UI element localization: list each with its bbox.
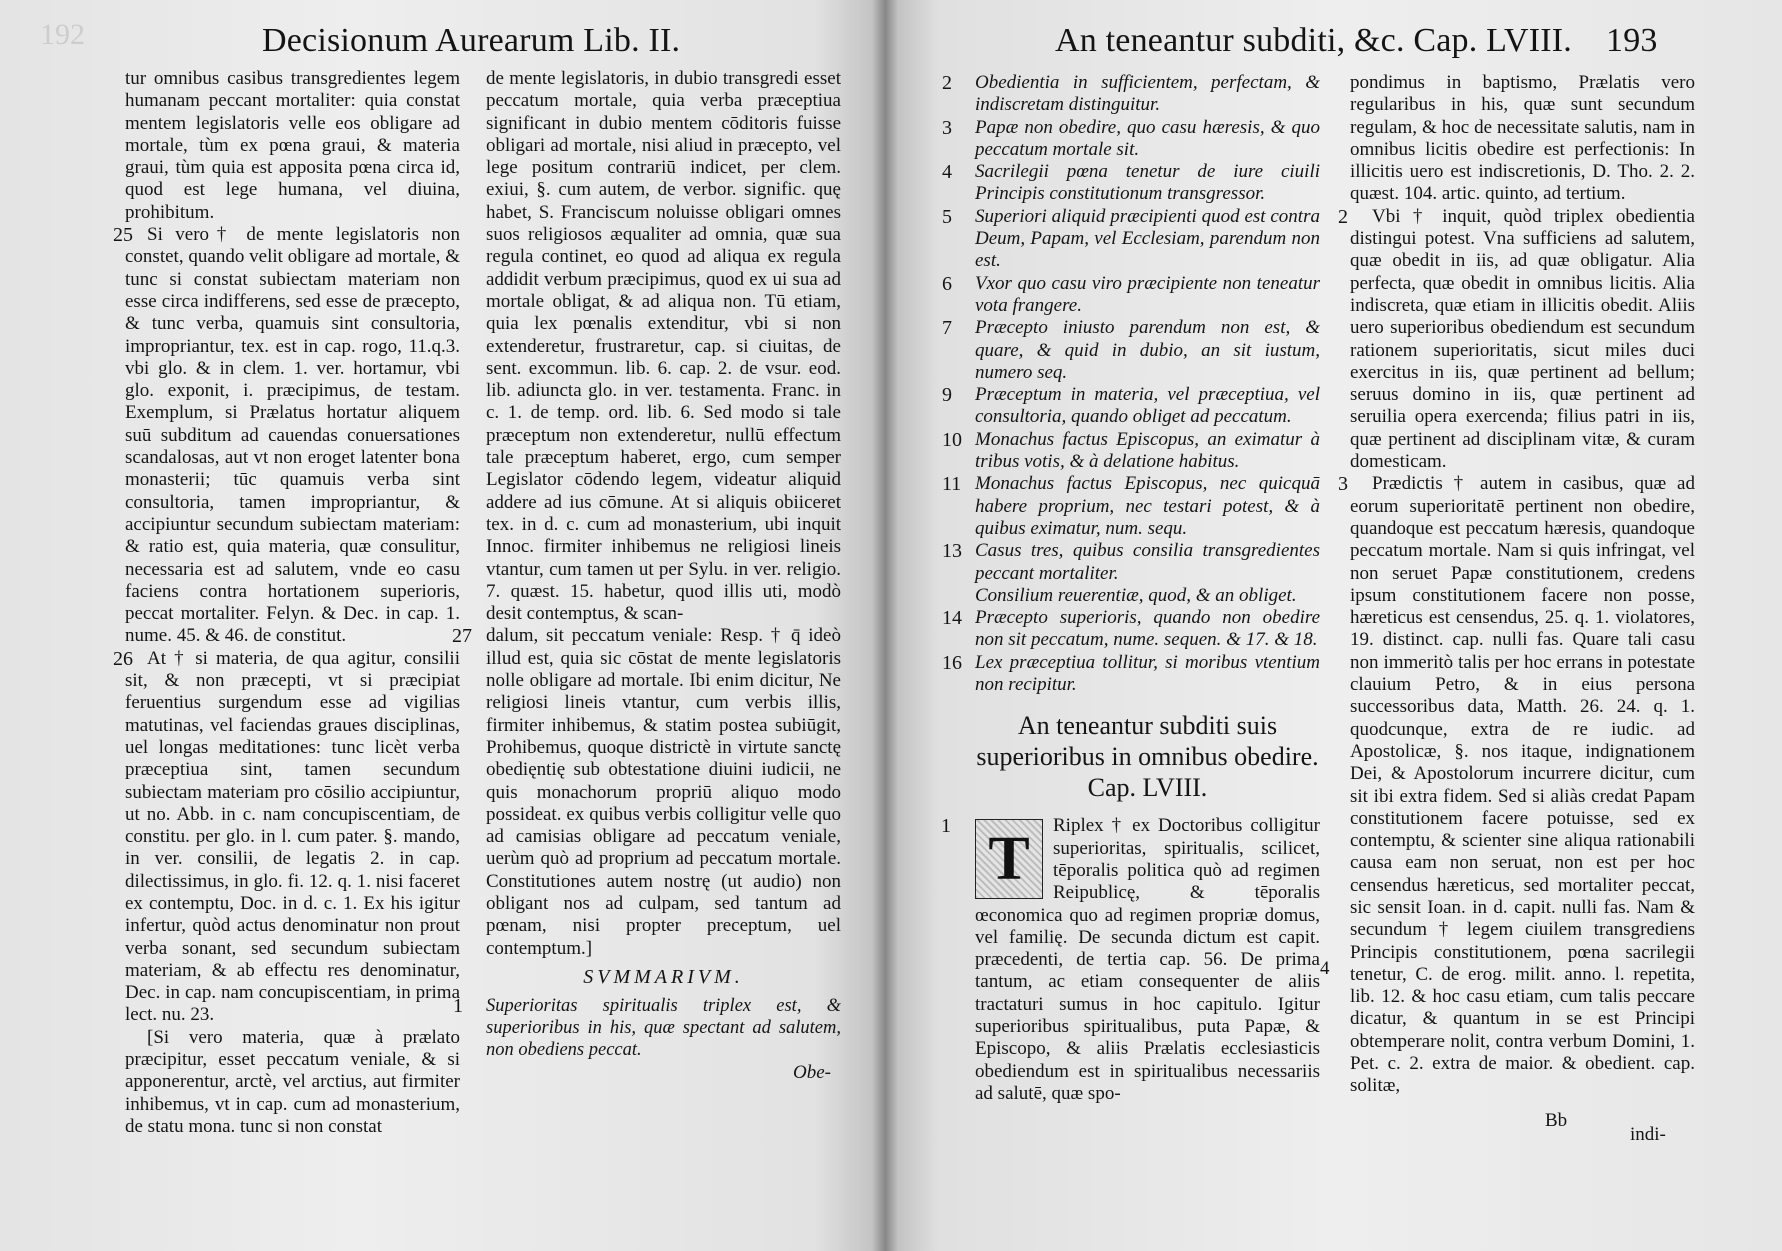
paragraph: [Si vero materia, quæ à prælato præcipitur, esset peccatum veniale, & si apponerentur, arctè, vel arctius, aut firmiter inhibemus, vt in cap. cum ad monasterium, de statu mona. tunc si non constat [125, 1026, 460, 1137]
left-column-2 [452, 68, 841, 1084]
margin-number: 10 [942, 428, 962, 451]
left-page [0, 0, 885, 1251]
summary-title: SVMMARIVM. [583, 965, 744, 988]
summary-item: 7 Præcepto iniusto parendum non est, & quare, & quid in dubio, an sit iustum, numero seq. [942, 317, 1320, 383]
margin-number: 9 [942, 384, 952, 407]
paragraph: 3 Prædictis † autem in casibus, quæ ad eorum superioritatē pertinent non obedire, quandoque est peccatum hæresis, quandoque peccatum mortale. Nam si quis infringat, vel non seruet Papæ constitutionem, credens ipsum constitutionem facere non posse, hæreticus est censendus, 25. q. 1. violatores, 19. distinct. cap. nulli fas. Quare tali casu non immeritò talis per hoc errans in potestate clauium Petro, & in eius persona successoribus data, Matth. 26. 24. q. 1. quodcunque, extra de re iudic. ad Apostolicæ, §. nos itaque, indignationem Dei, & Apostolorum incurrere dicitur, cum sit ibi extra fidem. Sed si aliàs credat Papam constitutionem facere potuisse, sed ex contemptu, & scienter sine aliqua rationabili causa eam non seruat, non est per hoc censendus hæreticus, sed mortaliter peccat, sic sensit Ioan. in d. capit. nulli fas. Nam & secundum † legem ciuilem transgrediens Principis constitutionem, pœna sacrilegii tenetur, C. de erog. milit. anno. l. repetita, lib. 12. & hoc casu etiam, cum talis peccare dicatur, & quantum in se est Principi obtemperare nolit, contra verbum Domini, 1. Pet. c. 2. extra de maior. & obedient. cap. solitæ, [1350, 473, 1695, 1097]
margin-number: 16 [942, 651, 962, 674]
margin-number: 13 [942, 540, 962, 563]
catchword: indi- [1630, 1124, 1666, 1145]
margin-number: 14 [942, 607, 962, 630]
decorated-initial [975, 819, 1043, 899]
summary-item: 14 Præcepto superioris, quando non obedire non sit peccatum, nume. sequen. & 17. & 18. [942, 607, 1320, 651]
paragraph: 26 At † si materia, de qua agitur, consilii sit, & non præcepti, vt si præcipiat feruentius surgendum esse ad vigilias matutinas, vel faciendas graues disciplinas, uel longas meditationes: tunc licèt verba præceptiua sint, tamen secundum subiectam materiam pro cōsilio accipiuntur, ut no. Abb. in c. nam concupiscentiam, de constitu. per glo. in l. cum pater. §. mando, in ver. consilii, de legatis 2. in cap. dilectissimus, in glo. fi. 12. q. 1. nisi faceret ex contemptu, Doc. in d. c. 1. Ex his igitur infertur, quòd actus denominatur non prout verba sonant, sed secundum subiectam materiam, & ab effectu res denominatur, Dec. in cap. nam concupiscentiam, in prima lect. nu. 23. [125, 648, 460, 1027]
paragraph: 25 Si vero† de mente legislatoris non constet, quando velit obligare ad mortale, & tunc si constat subiectam materiam non esse circa indifferens, sed esse de præcepto, & tunc verba, quamuis sint consultoria, impropriantur, tex. est in cap. rogo, 11.q.3. vbi glo. & in clem. 1. ver. hortamur, vbi glo. exponit, i. præcipimus, de testam. Exemplum, si Prælatus hortatur aliquem suū subditum ad cauendas conuersationes scandalosas, aut vt non eroget latenter bona monasterii; tūc quamuis verba sint consultoria, tamen impropriantur, & accipiuntur secundum subiectam materiam: & ratio est, quia materia, quæ consulitur, necessaria est ad salutem, vnde eo casu faciens contra hortationem superioris, peccat mortaliter. Felyn. & Dec. in cap. 1. nume. 45. & 46. de constitut. [125, 224, 460, 648]
paragraph: de mente legislatoris, in dubio transgredi esset peccatum mortale, quia verba præceptiua significant in dubio mentem cōditoris fuisse obligari ad mortale, nisi aliud in præcepto, vel lege positum contrariū indicet, per clem. exiui, §. cum autem, de verbor. signific. quę habet, S. Franciscum noluisse obligari omnes suos religiosos æqualiter ad omnia, quæ sua regula continet, eo quod ad aliqua ex regula addidit verbum præcipimus, quod ex ui sua ad mortale obligat, & ad aliqua non. Tū etiam, quia lex pœnalis extenditur, vbi si non extenderetur, frustraretur, cap. si ciuitas, de sent. excommun. lib. 6. cap. 2. de vsur. eod. lib. adiuncta glo. in ver. testamenta. Franc. in c. 1. de temp. ord. lib. 6. Sed modo si tale præceptum non extenderetur, nullū effectum tale præceptum haberet, ergo, cum semper Legislator cōdendo legem, videatur aliquid addere ad ius cōmune. At si aliquis obiiceret tex. in d. c. cum ad monasterium, ubi inquit Innoc. firmiter inhibemus ne religiosi lineis vtantur, cum tamen ut per Sylu. in ver. religio. 7. quæst. 15. habetur, quod illis uti, modò desit contemptus, & scan- [486, 68, 841, 625]
margin-number: 4 [1320, 958, 1330, 979]
summary-item: 3 Papæ non obedire, quo casu hæresis, & quo peccatum mortale sit. [942, 116, 1320, 160]
summary-item: 9 Præceptum in materia, vel præceptiua, vel consultoria, quando obliget ad peccatum. [942, 384, 1320, 428]
summary-item: Consilium reuerentiæ, quod, & an obliget. [975, 584, 1297, 606]
summary-item: 1 Superioritas spiritualis triplex est, & superioribus in his, quæ spectant ad salutem, non obediens peccat. [453, 995, 841, 1060]
signature-mark: Bb [1545, 1110, 1568, 1131]
summary-item: 6 Vxor quo casu viro præcipiente non teneatur vota frangere. [942, 272, 1320, 316]
margin-number: 6 [942, 272, 952, 295]
bleed-through-page-number: 192 [40, 18, 85, 51]
margin-number: 5 [942, 205, 952, 228]
catchword: Obe- [793, 1061, 831, 1083]
summary-block [453, 965, 841, 1084]
right-column-2 [1338, 72, 1695, 1098]
summary-item: 2 Obedientia in sufficientem, perfectam, & indiscretam distinguitur. [942, 72, 1320, 116]
summary-item: 11 Monachus factus Episcopus, nec quicquā habere proprium, nec testari potest, & à quibus eximatur, num. sequ. [942, 473, 1320, 539]
chapter-opening-paragraph: 1 T Riplex † ex Doctoribus colligitur superioritas, spiritualis, scilicet, tēporalis politica quò ad regimen Reipublicę, & tēporalis œconomica quo ad regimen propriæ domus, vel familię. De secunda dictum est capit. præcedenti, de tertia cap. 56. De prima tantum, ac etiam consequenter de aliis tractaturi sumus in hoc capitulo. Igitur superioribus spiritualibus, puta Papæ, & Episcopo, & aliis Prælatis ecclesiasticis obediendum est in spiritualibus necessariis ad salutē, quæ spo- [941, 815, 1320, 1104]
margin-number: 3 [1338, 473, 1348, 496]
margin-number: 27 [452, 625, 472, 648]
book-gutter [872, 0, 898, 1251]
margin-number: 1 [453, 995, 463, 1018]
margin-number: 26 [113, 647, 133, 670]
right-column-1 [941, 72, 1320, 1105]
margin-number: 4 [942, 161, 952, 184]
paragraph: tur omnibus casibus transgredientes legem humanam peccant mortaliter: quia constat mentem legislatoris velle eos obligare ad mortale, tùm ex pœna graui, & materia graui, tùm quia est apposita pœna circa id, quod est lege humana, vel diuina, prohibitum. [125, 68, 460, 223]
right-running-head [1055, 22, 1658, 60]
paragraph: 2 Vbi † inquit, quòd triplex obedientia distingui potest. Vna sufficiens ad salutem, quæ obedit in iis, ad quæ obligatur. Alia perfecta, quæ obedit in omnibus licitis. Alia indiscreta, quæ etiam in illicitis obedit. Aliis uero superioribus obediendum est secundum rationem superioritatis, sicut miles duci exercitus in iis, quæ pertinent ad bellum; seruus domino in iis, quæ pertinent ad seruilia opera exercenda; filius patri in iis, quæ pertinent ad disciplinam vitæ, & curam domesticam. [1350, 206, 1695, 474]
margin-number: 3 [942, 116, 952, 139]
summary-item: 5 Superiori aliquid præcipienti quod est contra Deum, Papam, vel Ecclesiam, parendum non est. [942, 205, 1320, 272]
running-head-text: An teneantur subditi, &c. Cap. LVIII. [1055, 22, 1572, 59]
paragraph: pondimus in baptismo, Prælatis vero regularibus in his, quæ sunt secundum regulam, & hoc de necessitate salutis, nam in omnibus licitis obedire est perfectionis: In illicitis uero est indiscretionis, D. Tho. 2. 2. quæst. 104. artic. quinto, ad tertium. [1350, 72, 1695, 205]
initial-letter: T [988, 825, 1030, 894]
summary-item: 16 Lex præceptiua tollitur, si moribus vtentium non recipitur. [942, 651, 1320, 696]
summary-item: 10 Monachus factus Episcopus, an eximatur à tribus votis, & à delatione habitus. [942, 428, 1320, 473]
margin-number: 25 [113, 224, 133, 247]
margin-number: 1 [941, 815, 951, 838]
margin-number: 2 [1338, 205, 1348, 228]
page-number: 193 [1606, 22, 1658, 59]
margin-number: 11 [942, 473, 962, 496]
paragraph: 27 dalum, sit peccatum veniale: Resp. † q̄ ideò illud est, quia sic cōstat de mente legislatoris nolle obligare ad mortale. Ibi enim dicitur, Ne religiosi lineis vtantur, cum verbis illis, firmiter inhibemus, & statim postea subiūgit, Prohibemus, quoque districtè in virtute sanctę obedięntię sub obtestatione diuini iudicii, ne quis monachorum propriū aliquo modo possideat. ex quibus verbis colligitur velle quo ad camisias obligare ad peccatum veniale, uerùm quò ad proprium ad peccatum mortale. Constitutiones autem nostrę (ut audio) non obligant nos ad culpam, sed tantum ad pœnam, nisi propter preceptum, uel contemptum.] [452, 625, 841, 959]
chapter-title: An teneantur subditi suis superioribus in omnibus obedire. Cap. LVIII. [976, 711, 1319, 803]
summary-item: 13 Casus tres, quibus consilia transgredientes peccant mortaliter. [942, 540, 1320, 584]
left-column-1 [113, 68, 460, 1138]
margin-number: 7 [942, 317, 952, 340]
summary-item: 4 Sacrilegii pœna tenetur de iure ciuili Principis constitutionum transgressor. [942, 161, 1320, 205]
left-running-head: Decisionum Aurearum Lib. II. [262, 22, 681, 59]
margin-number: 2 [942, 72, 952, 94]
